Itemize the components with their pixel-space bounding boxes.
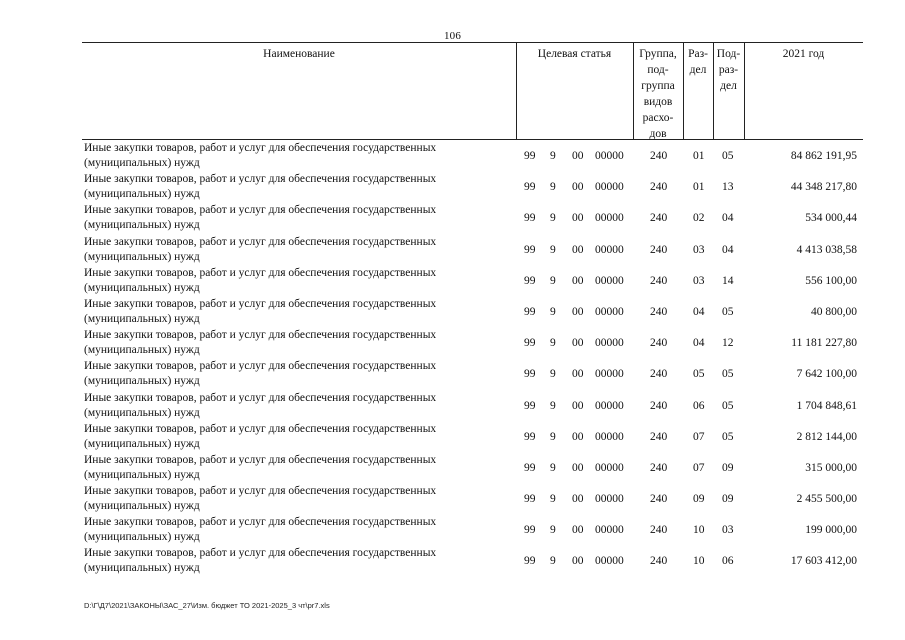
cell-section: 03 xyxy=(693,274,705,287)
cell-target-program: 99 xyxy=(524,181,536,194)
cell-target-event: 00 xyxy=(572,368,584,381)
cell-target-subprogram: 9 xyxy=(550,243,556,256)
cell-subsection: 05 xyxy=(722,368,734,381)
cell-target-subprogram: 9 xyxy=(550,555,556,568)
cell-amount: 315 000,00 xyxy=(805,461,857,474)
row-name xyxy=(84,359,484,389)
header-section xyxy=(683,43,713,139)
cell-target-event: 00 xyxy=(572,337,584,350)
cell-group: 240 xyxy=(650,430,668,443)
row-name-line: Иные закупки товаров, работ и услуг для обеспечения государственных xyxy=(84,422,437,435)
header-group-line: расхо- xyxy=(642,112,674,124)
cell-amount: 17 603 412,00 xyxy=(790,555,857,568)
cell-target-direction: 00000 xyxy=(595,243,624,256)
cell-target-event: 00 xyxy=(572,430,584,443)
cell-group: 240 xyxy=(650,524,668,537)
row-name-line: (муниципальных) нужд xyxy=(84,406,200,419)
cell-target-program: 99 xyxy=(524,430,536,443)
header-section-line: дел xyxy=(689,64,707,76)
cell-target-program: 99 xyxy=(524,461,536,474)
header-group-line: группа xyxy=(641,80,675,92)
cell-amount: 7 642 100,00 xyxy=(796,368,857,381)
row-name-line: Иные закупки товаров, работ и услуг для обеспечения государственных xyxy=(84,547,437,560)
file-path-footer: D:\Г\Д7\2021\ЗАКОНЫ\ЗАС_27\Изм. бюджет ТО 2021-2025_3 чт\pr7.xls xyxy=(84,601,330,610)
cell-target-subprogram: 9 xyxy=(550,461,556,474)
cell-target-event: 00 xyxy=(572,493,584,506)
table-row xyxy=(82,172,863,203)
cell-group: 240 xyxy=(650,368,668,381)
cell-group: 240 xyxy=(650,337,668,350)
cell-subsection: 05 xyxy=(722,150,734,162)
cell-amount: 4 413 038,58 xyxy=(796,243,857,256)
row-name-line: Иные закупки товаров, работ и услуг для обеспечения государственных xyxy=(84,516,437,529)
cell-section: 01 xyxy=(693,150,705,162)
cell-target-subprogram: 9 xyxy=(550,493,556,506)
row-name xyxy=(84,235,484,265)
cell-target-event: 00 xyxy=(572,181,584,194)
cell-section: 06 xyxy=(693,399,705,412)
cell-target-subprogram: 9 xyxy=(550,368,556,381)
row-name-line: (муниципальных) нужд xyxy=(84,281,200,294)
cell-amount: 1 704 848,61 xyxy=(796,399,857,412)
cell-group: 240 xyxy=(650,461,668,474)
cell-target-event: 00 xyxy=(572,399,584,412)
row-name xyxy=(84,515,484,545)
cell-amount: 11 181 227,80 xyxy=(791,337,857,350)
row-name-line: (муниципальных) нужд xyxy=(84,157,200,169)
row-name xyxy=(84,484,484,514)
cell-target-event: 00 xyxy=(572,274,584,287)
row-name-line: (муниципальных) нужд xyxy=(84,531,200,544)
cell-group: 240 xyxy=(650,243,668,256)
table-row xyxy=(82,235,863,266)
header-target: Целевая статья xyxy=(537,48,612,60)
row-name-line: (муниципальных) нужд xyxy=(84,437,200,450)
row-name xyxy=(84,453,484,483)
table-row xyxy=(82,453,863,484)
cell-target-event: 00 xyxy=(572,524,584,537)
header-subsection-line: Под- xyxy=(716,48,741,60)
cell-amount: 2 812 144,00 xyxy=(796,430,857,443)
row-name-line: (муниципальных) нужд xyxy=(84,468,200,481)
cell-target-direction: 00000 xyxy=(595,524,624,537)
table-row xyxy=(82,546,863,577)
cell-group: 240 xyxy=(650,274,668,287)
cell-subsection: 09 xyxy=(722,461,734,474)
cell-subsection: 12 xyxy=(722,337,734,350)
cell-target-event: 00 xyxy=(572,461,584,474)
cell-target-program: 99 xyxy=(524,368,536,381)
cell-target-subprogram: 9 xyxy=(550,305,556,318)
cell-section: 02 xyxy=(693,212,705,225)
cell-target-subprogram: 9 xyxy=(550,181,556,194)
cell-section: 09 xyxy=(693,493,705,506)
row-name-line: (муниципальных) нужд xyxy=(84,312,200,325)
cell-section: 04 xyxy=(693,337,705,350)
cell-target-direction: 00000 xyxy=(595,555,624,568)
cell-subsection: 03 xyxy=(722,524,734,537)
table-row xyxy=(82,391,863,422)
cell-target-subprogram: 9 xyxy=(550,337,556,350)
cell-amount: 40 800,00 xyxy=(811,305,857,318)
cell-target-program: 99 xyxy=(524,399,536,412)
cell-subsection: 14 xyxy=(722,274,734,287)
row-name xyxy=(84,141,484,171)
header-group-line: под- xyxy=(647,64,669,76)
cell-amount: 2 455 500,00 xyxy=(796,493,857,506)
cell-target-direction: 00000 xyxy=(595,181,624,194)
cell-group: 240 xyxy=(650,150,668,162)
cell-group: 240 xyxy=(650,212,668,225)
table-row xyxy=(82,203,863,234)
cell-target-event: 00 xyxy=(572,305,584,318)
table-row xyxy=(82,484,863,515)
table-row xyxy=(82,141,863,172)
row-name-line: (муниципальных) нужд xyxy=(84,500,200,513)
row-name xyxy=(84,391,484,421)
cell-target-program: 99 xyxy=(524,150,536,162)
row-name-line: (муниципальных) нужд xyxy=(84,188,200,201)
row-name xyxy=(84,266,484,296)
row-name-line: (муниципальных) нужд xyxy=(84,375,200,388)
cell-section: 04 xyxy=(693,305,705,318)
cell-target-direction: 00000 xyxy=(595,337,624,350)
cell-target-subprogram: 9 xyxy=(550,430,556,443)
cell-target-subprogram: 9 xyxy=(550,399,556,412)
row-name xyxy=(84,422,484,452)
row-name-line: Иные закупки товаров, работ и услуг для обеспечения государственных xyxy=(84,297,437,310)
cell-subsection: 06 xyxy=(722,555,734,568)
cell-target-direction: 00000 xyxy=(595,274,624,287)
table-row xyxy=(82,359,863,390)
cell-target-direction: 00000 xyxy=(595,493,624,506)
row-name-line: Иные закупки товаров, работ и услуг для обеспечения государственных xyxy=(84,360,437,373)
cell-target-program: 99 xyxy=(524,555,536,568)
row-name-line: Иные закупки товаров, работ и услуг для обеспечения государственных xyxy=(84,142,437,154)
cell-target-event: 00 xyxy=(572,150,584,162)
cell-target-direction: 00000 xyxy=(595,212,624,225)
cell-section: 05 xyxy=(693,368,705,381)
row-name-line: (муниципальных) нужд xyxy=(84,344,200,357)
cell-amount: 199 000,00 xyxy=(805,524,857,537)
cell-target-direction: 00000 xyxy=(595,368,624,381)
header-name: Наименование xyxy=(263,48,335,60)
row-name-line: Иные закупки товаров, работ и услуг для обеспечения государственных xyxy=(84,235,437,248)
table-row xyxy=(82,297,863,328)
row-name-line: Иные закупки товаров, работ и услуг для обеспечения государственных xyxy=(84,485,437,498)
cell-target-event: 00 xyxy=(572,555,584,568)
header-year: 2021 год xyxy=(782,48,825,60)
cell-target-program: 99 xyxy=(524,212,536,225)
header-subsection-line: дел xyxy=(720,80,737,92)
cell-group: 240 xyxy=(650,399,668,412)
header-section-line: Раз- xyxy=(688,48,708,60)
cell-group: 240 xyxy=(650,555,668,568)
cell-target-program: 99 xyxy=(524,243,536,256)
cell-target-direction: 00000 xyxy=(595,430,624,443)
cell-group: 240 xyxy=(650,493,668,506)
row-name-line: (муниципальных) нужд xyxy=(84,219,200,232)
cell-target-subprogram: 9 xyxy=(550,212,556,225)
cell-subsection: 09 xyxy=(722,493,734,506)
header-group-line: Группа, xyxy=(639,48,677,60)
cell-target-direction: 00000 xyxy=(595,305,624,318)
cell-section: 10 xyxy=(693,555,705,568)
cell-subsection: 05 xyxy=(722,399,734,412)
cell-target-program: 99 xyxy=(524,524,536,537)
cell-section: 03 xyxy=(693,243,705,256)
row-name-line: Иные закупки товаров, работ и услуг для обеспечения государственных xyxy=(84,329,437,342)
cell-target-subprogram: 9 xyxy=(550,150,556,162)
header-group-line: видов xyxy=(643,96,673,108)
cell-amount: 84 862 191,95 xyxy=(790,150,857,162)
cell-target-event: 00 xyxy=(572,243,584,256)
cell-amount: 556 100,00 xyxy=(805,274,857,287)
table-row xyxy=(82,328,863,359)
cell-group: 240 xyxy=(650,305,668,318)
row-name xyxy=(84,172,484,202)
cell-subsection: 05 xyxy=(722,430,734,443)
row-name-line: Иные закупки товаров, работ и услуг для обеспечения государственных xyxy=(84,266,437,279)
cell-target-subprogram: 9 xyxy=(550,274,556,287)
row-name-line: (муниципальных) нужд xyxy=(84,562,200,575)
cell-subsection: 04 xyxy=(722,212,734,225)
table-row xyxy=(82,422,863,453)
cell-target-program: 99 xyxy=(524,274,536,287)
cell-target-program: 99 xyxy=(524,493,536,506)
cell-target-program: 99 xyxy=(524,337,536,350)
row-name xyxy=(84,297,484,327)
cell-target-subprogram: 9 xyxy=(550,524,556,537)
cell-target-direction: 00000 xyxy=(595,461,624,474)
cell-target-direction: 00000 xyxy=(595,150,624,162)
cell-target-event: 00 xyxy=(572,212,584,225)
table-row xyxy=(82,515,863,546)
cell-target-direction: 00000 xyxy=(595,399,624,412)
row-name-line: Иные закупки товаров, работ и услуг для обеспечения государственных xyxy=(84,453,437,466)
header-group-line: дов xyxy=(649,128,667,140)
page-number: 106 xyxy=(443,30,462,42)
table-header xyxy=(82,42,863,140)
cell-amount: 44 348 217,80 xyxy=(790,181,857,194)
cell-subsection: 05 xyxy=(722,305,734,318)
cell-group: 240 xyxy=(650,181,668,194)
row-name-line: Иные закупки товаров, работ и услуг для обеспечения государственных xyxy=(84,173,437,186)
cell-amount: 534 000,44 xyxy=(805,212,857,225)
cell-section: 10 xyxy=(693,524,705,537)
table-body xyxy=(82,141,863,578)
header-subsection xyxy=(713,43,744,139)
cell-section: 01 xyxy=(693,181,705,194)
cell-subsection: 13 xyxy=(722,181,734,194)
row-name xyxy=(84,546,484,576)
cell-section: 07 xyxy=(693,461,705,474)
cell-subsection: 04 xyxy=(722,243,734,256)
row-name-line: Иные закупки товаров, работ и услуг для обеспечения государственных xyxy=(84,391,437,404)
row-name xyxy=(84,328,484,358)
cell-section: 07 xyxy=(693,430,705,443)
header-group xyxy=(633,43,683,139)
cell-target-program: 99 xyxy=(524,305,536,318)
table-row xyxy=(82,266,863,297)
row-name xyxy=(84,203,484,233)
row-name-line: (муниципальных) нужд xyxy=(84,250,200,263)
row-name-line: Иные закупки товаров, работ и услуг для обеспечения государственных xyxy=(84,204,437,217)
header-subsection-line: раз- xyxy=(718,64,739,76)
